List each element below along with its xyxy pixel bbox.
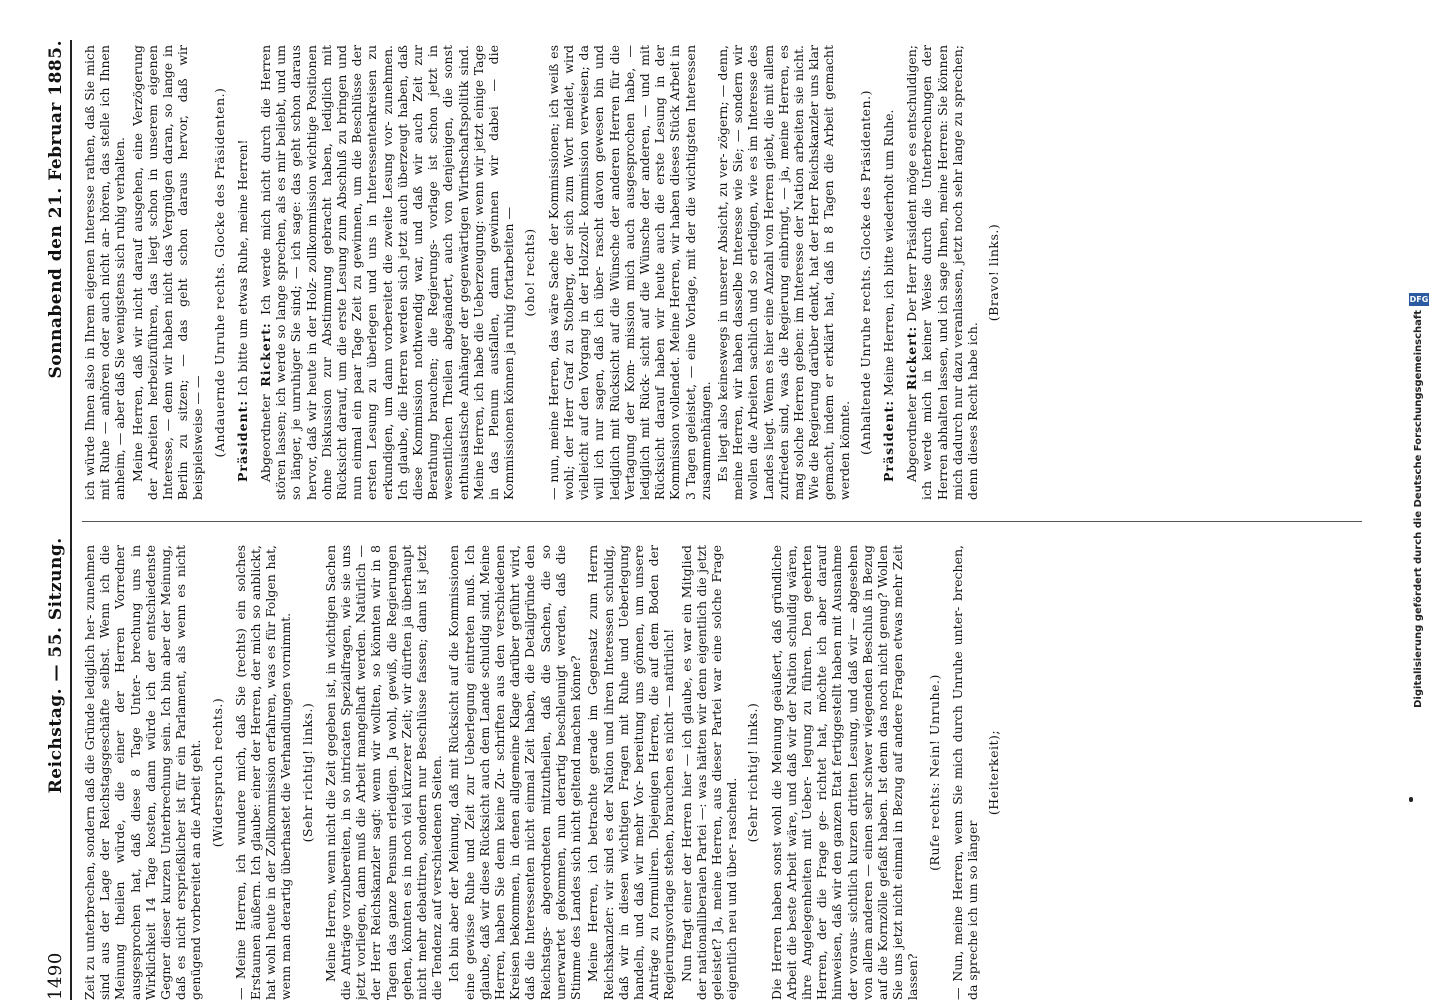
dfg-logo: DFG	[1409, 294, 1429, 304]
interjection: (Bravo! links.)	[986, 223, 1002, 322]
speaker-name: Rickert:	[258, 322, 274, 387]
body-paragraph: — Nun, meine Herren, wenn Sie mich durch Unruhe unter- brechen, da spreche ich um so länger	[949, 545, 980, 1000]
body-paragraph: Die Herren haben sonst wohl die Meinung geäußert, daß gründliche Arbeit die beste Arbeit wäre, und daß wir der Nation schuldig wären, ihre Angelegenheiten mit Ueber- legung zu führen. Den geehrten Herren, der die Frage ge- richtet hat, möchte ich aber darauf hinweisen, daß wir den ganzen Etat fertiggestellt haben mit Ausnahme der voraus- sichtlich kurzen dritten Lesung, und daß wir — abgesehen von allem anderen — einen sehr schwer wiegenden Beschluß in Bezug auf die Kornzölle gefaßt haben. Ist denn das noch nicht genug? Wollen Sie uns jetzt nicht einmal in Bezug auf andere Fragen etwas mehr Zeit lassen?	[768, 545, 921, 1000]
body-paragraph: Meine Herren, daß wir nicht darauf ausgehen, eine Verzögerung der Arbeiten herbeizuführen, das liegt schon in unserem eigenen Interesse, — denn wir haben nicht das Vergnügen daran, so lange in Berlin zu sitzen; — das geht schon daraus hervor, daß wir beispielsweise — —	[129, 45, 206, 500]
body-paragraph: ich würde Ihnen also in Ihrem eigenen Interesse rathen, daß Sie mich mit Ruhe — anhören oder auch nicht an- hören, das stelle ich Ihnen anheim, — aber daß Sie wenigstens sich ruhig verhalten.	[82, 45, 128, 500]
dfg-credit-text: Digitalisierung gefördert durch die Deutsche Forschungsgemeinschaft	[1413, 309, 1425, 708]
header-rule	[70, 40, 72, 1000]
speaker-name: Rickert:	[904, 325, 920, 391]
body-paragraph: Meine Herren, ich betrachte gerade im Gegensatz zum Herrn Reichskanzler: wir sind es der Nation und ihren Interessen schuldig, daß wir in diesen wichtigen Fragen mit Ruhe und Ueberlegung handeln, und daß wir mehr Vor- bereitung uns gönnen, um unsere Anträge zu formuliren. Diejenigen Herren, die auf dem Boden der Regierungsvorlage stehen, brauchen es nicht — natürlich!	[585, 545, 677, 1000]
interjection: (Widerspruch rechts.)	[209, 697, 225, 848]
interjection: (Rufe rechts: Nein! Unruhe.)	[926, 674, 942, 871]
interjection: (Sehr richtig! links.)	[299, 702, 315, 843]
column-divider	[82, 521, 1362, 522]
speech-text: Ich bitte um etwas Ruhe, meine Herren!	[234, 139, 250, 396]
body-paragraph: — nun, meine Herren, das wäre Sache der Kommissionen; ich weiß es wohl; der Herr Graf zu Stolberg, der sich zum Wort meldet, wird vielleicht auf den Vorgang in der Holzzoll- kommission verweisen; da will ich nur sagen, daß ich über- rascht davon gewesen bin und lediglich mit Rücksicht auf die Wünsche der anderen Herren für die Vertagung der Kom- mission mich auch ausgesprochen habe, — lediglich mit Rück- sicht auf die Wünsche der anderen, — und mit Rücksicht darauf haben wir heute auch die erste Lesung in der Kommission vollendet. Meine Herren, wir haben dieses Stück Arbeit in 3 Tagen geleistet, — eine Vorlage, mit der die wichtigsten Interessen zusammenhängen.	[545, 45, 713, 500]
body-paragraph: Ich bin aber der Meinung, daß mit Rücksicht auf die Kommissionen eine gewisse Ruhe und Zeit zur Ueberlegung eintreten muß. Ich glaube, daß wir diese Rücksicht auch dem Lande schuldig sind. Meine Herren, haben Sie denn keine Zu- schriften aus den verschiedenen Kreisen bekommen, in denen allgemeine Klage darüber geführt wird, daß die Interessenten nicht einmal Zeit haben, die Detailgründe den Reichstags- abgeordneten mitzutheilen, daß die Sachen, die so unerwartet gekommen, nun derartig beschleunigt werden, daß die Stimme des Landes sich nicht geltend machen könne?	[446, 545, 584, 1000]
speaker-name: Präsident:	[880, 399, 896, 482]
interjection: (Sehr richtig! links.)	[745, 702, 761, 843]
speaker-paragraph	[235, 45, 250, 500]
speaker-name: Präsident:	[234, 399, 250, 482]
session-title: Reichstag. — 55. Sitzung.	[46, 537, 66, 794]
body-paragraph: Meine Herren, wenn nicht die Zeit gegeben ist, in wichtigen Sachen die Anträge vorzubereiten, in so intricaten Spezialfragen, wie sie uns jetzt vorliegen, dann muß die Arbeit mangelhaft werden. Natürlich — der Herr Reichskanzler sagt: wenn wir wollten, so könnten wir in 8 Tagen das ganze Pensum erledigen. Ja wohl, gewiß, die Regierungen gehen, könnten es in noch viel kürzerer Zeit; wir dürften ja überhaupt nicht mehr debattiren, sondern nur Beschlüsse fassen; dann ist jetzt die Tendenz auf verschiedenen Seiten.	[322, 545, 445, 1000]
interjection: (Andauernde Unruhe rechts. Glocke des Präsidenten.)	[211, 87, 227, 458]
speaker-paragraph	[881, 45, 896, 500]
interjection: (oho! rechts)	[522, 228, 538, 317]
right-column	[82, 45, 1362, 500]
body-paragraph: Zeit zu unterbrechen, sondern daß die Gründe lediglich her- zunehmen sind aus der Lage der Reichstagsgeschäfte selbst. Wenn ich die Meinung theilen würde, die einer der Herren Vorredner ausgesprochen hat, daß diese 8 Tage Unter- brechung uns in Wirklichkeit 14 Tage kosten, dann würde ich der entschiedenste Gegner dieser kurzen Unterbrechung sein. Ich bin aber der Meinung, daß es nicht ersprießlicher ist für ein Parlament, als wenn es nicht genügend vorbereitet an die Arbeit geht.	[82, 545, 204, 1000]
document-page	[20, 40, 1415, 1000]
speaker-paragraph	[904, 45, 980, 500]
body-paragraph: — Meine Herren, ich wundere mich, daß Sie (rechts) ein solches Erstaunen äußern. Ich glaube: einer der Herren, der mich so anblickt, hat wohl heute in der Zollkommission erfahren, was es für Folgen hat, wenn man derartig überhastet die Verhandlungen vornimmt.	[232, 545, 294, 1000]
speaker-prefix: Abgeordneter	[258, 394, 274, 482]
interjection: (Anhaltende Unruhe rechts. Glocke des Präsidenten.)	[857, 90, 873, 455]
interjection: (Heiterkeit);	[986, 729, 1002, 816]
body-paragraph: Nun fragt einer der Herren hier — ich glaube, es war ein Mitglied der nationalliberalen Partei —: was hätten wir denn eigentlich die jetzt geleistet? Ja, meine Herren, aus dieser Partei war eine solche Frage eigentlich neu und über- raschend.	[678, 545, 740, 1000]
speech-text: Meine Herren, ich bitte wiederholt um Ruhe.	[880, 109, 896, 396]
page-number: 1490	[45, 952, 66, 1000]
session-date: Sonnabend den 21. Februar 1885.	[46, 40, 66, 379]
left-column	[82, 545, 1362, 1000]
body-paragraph: Es liegt also keineswegs in unserer Absicht, zu ver- zögern; — denn, meine Herren, wir haben dasselbe Interesse wie Sie; — sondern wir wollen die Arbeiten sachlich und so erledigen, wie es im Interesse des Landes liegt. Wenn es hier eine Anzahl von Herren giebt, die mit allem zufrieden sind, was die Regierung einbringt, — ja, meine Herren, es mag solche Herren geben: im Interesse der Nation arbeiten sie nicht. Wie die Regierung darüber denkt, hat der Herr Reichskanzler uns klar gemacht, indem er erklärt hat, daß in 8 Tagen die Arbeit gemacht werden könnte.	[714, 45, 852, 500]
speech-text: Ich werde mich nicht durch die Herren stören lassen; ich werde so lange sprechen, als es mir beliebt, und um so länger, je unruhiger Sie sind; — ich sage: das geht schon daraus hervor, daß wir heute in der Holz- zollkommission wichtige Positionen ohne Diskussion zur Abstimmung gebracht haben, lediglich mit Rücksicht darauf, um die erste Lesung zum Abschluß zu bringen und nun einmal ein paar Tage Zeit zu gewinnen, um die Beschlüsse der ersten Lesung zu überlegen und uns in Interessentenkreisen zu erkundigen, um dann vorbereitet die zweite Lesung vor- zunehmen. Ich glaube, die Herren werden sich jetzt auch überzeugt haben, daß diese Kommission nothwendig war, und daß wir auch Zeit zur Berathung brauchen; die Regierungs- vorlage ist schon jetzt in wesentlichen Theilen abgeändert, auch von denjenigen, die sonst enthusiastische Anhänger der gegenwärtigen Wirthschaftspolitik sind. Meine Herren, ich habe die Ueberzeugung: wenn wir jetzt einige Tage in das Plenum ausfallen, dann gewinnen wir dabei — die Kommissionen können ja ruhig fortarbeiten —	[258, 45, 517, 500]
speaker-paragraph	[258, 45, 516, 500]
speech-text: Der Herr Präsident möge es entschuldigen; ich werde mich in keiner Weise durch die Unterbrechungen der Herren abhalten lassen, und ich sage Ihnen, meine Herren: Sie können mich dadurch nur dazu veranlassen, jetzt noch sehr lange zu sprechen; denn dieses Recht habe ich.	[904, 45, 980, 500]
speaker-prefix: Abgeordneter	[904, 394, 920, 482]
dfg-sidebar	[1408, 0, 1430, 1000]
page-header	[20, 40, 66, 1000]
